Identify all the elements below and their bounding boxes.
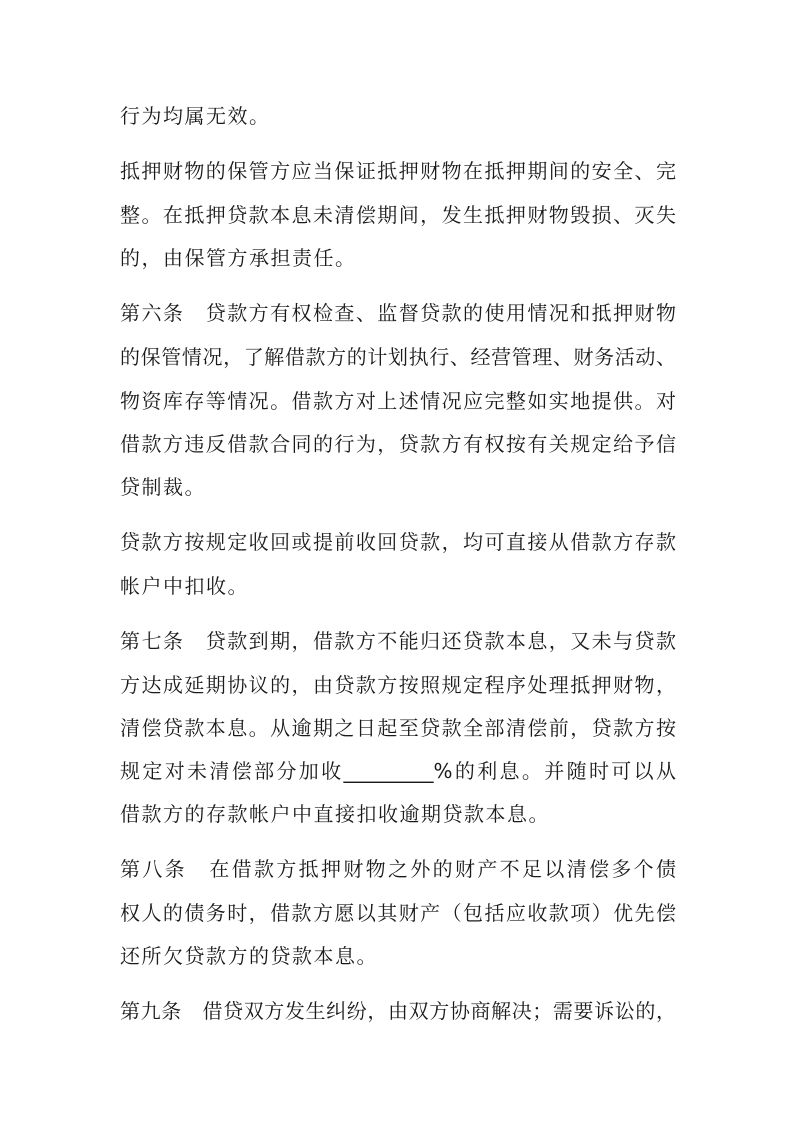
text-line: 方达成延期协议的，由贷款方按照规定程序处理抵押财物， xyxy=(120,673,676,697)
text-line: 贷款方按规定收回或提前收回贷款，均可直接从借款方存款 xyxy=(120,530,676,554)
text-line: 还所欠贷款方的贷款本息。 xyxy=(120,944,378,968)
text-line: 的，由保管方承担责任。 xyxy=(120,246,357,270)
text-line: 第六条 贷款方有权检查、监督贷款的使用情况和抵押财物 xyxy=(120,301,676,325)
text-line: 行为均属无效。 xyxy=(120,104,271,128)
text-line: 物资库存等情况。借款方对上述情况应完整如实地提供。对 xyxy=(120,389,676,413)
text-line: 贷制裁。 xyxy=(120,475,206,499)
text-line: 规定对未清偿部分加收_________%的利息。并随时可以从 xyxy=(120,759,676,783)
text-line: 帐户中扣收。 xyxy=(120,574,249,598)
text-line: 借款方的存款帐户中直接扣收逾期贷款本息。 xyxy=(120,802,550,826)
text-line: 整。在抵押贷款本息未清偿期间，发生抵押财物毁损、灭失 xyxy=(120,203,676,227)
text-line: 权人的债务时，借款方愿以其财产（包括应收款项）优先偿 xyxy=(120,901,676,925)
text-line: 第九条 借贷双方发生纠纷，由双方协商解决；需要诉讼的， xyxy=(120,999,676,1023)
text-line: 借款方违反借款合同的行为，贷款方有权按有关规定给予信 xyxy=(120,432,676,456)
text-line: 清偿贷款本息。从逾期之日起至贷款全部清偿前，贷款方按 xyxy=(120,716,676,740)
text-line: 抵押财物的保管方应当保证抵押财物在抵押期间的安全、完 xyxy=(120,159,676,183)
text-line: 的保管情况，了解借款方的计划执行、经营管理、财务活动、 xyxy=(120,345,676,369)
text-line: 第七条 贷款到期，借款方不能归还贷款本息，又未与贷款 xyxy=(120,629,676,653)
text-line: 第八条 在借款方抵押财物之外的财产不足以清偿多个债 xyxy=(120,857,676,881)
